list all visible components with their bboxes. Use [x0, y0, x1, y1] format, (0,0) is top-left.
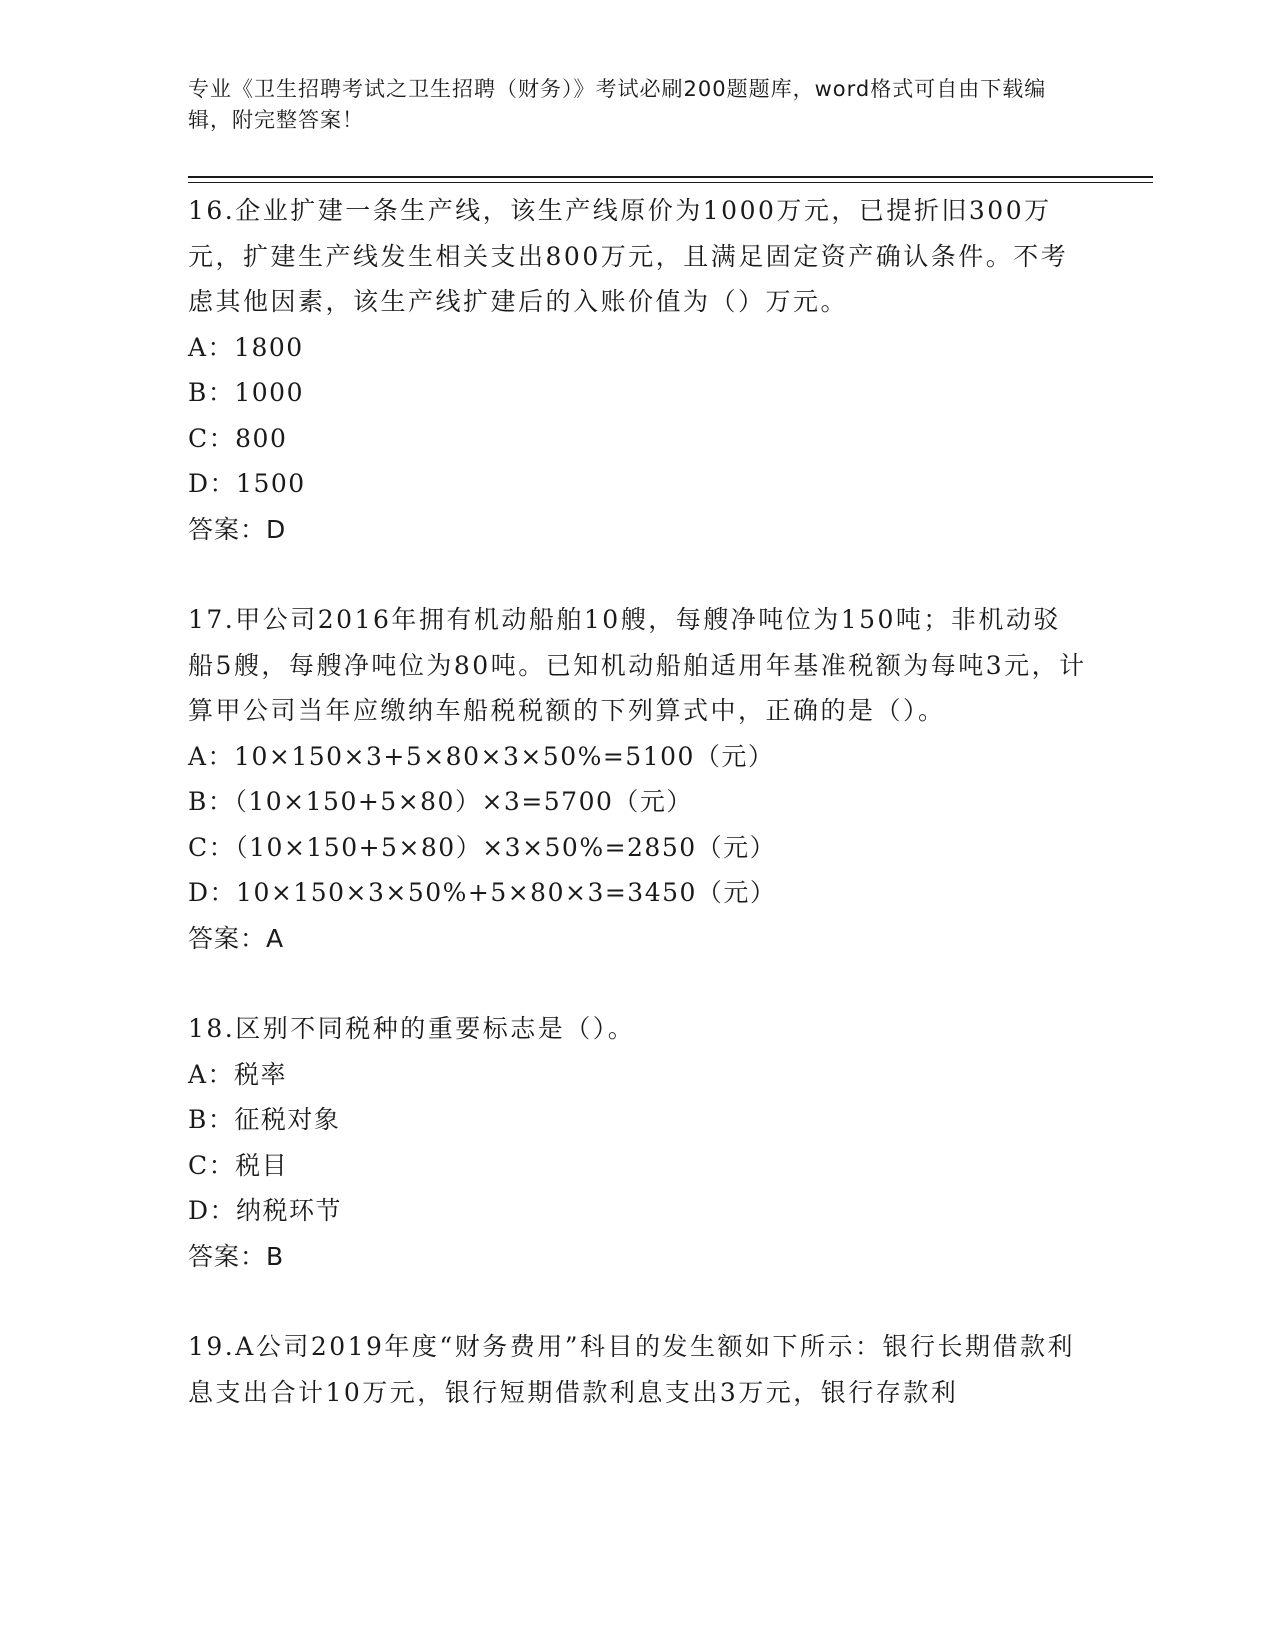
option-c: C：（10×150+5×80）×3×50%=2850（元） [188, 832, 777, 862]
question-16 [188, 188, 1088, 552]
option-b: B：1000 [188, 378, 304, 407]
option-a: A：1800 [188, 332, 304, 362]
option-a: A：税率 [188, 1059, 288, 1089]
question-19 [188, 1324, 1088, 1415]
answer-label: 答案：D [188, 514, 287, 544]
answer-label: 答案：B [188, 1241, 285, 1271]
question-stem: 18.区别不同税种的重要标志是（）。 [188, 1014, 636, 1043]
question-stem: 19.A公司2019年度“财务费用”科目的发生额如下所示：银行长期借款利息支出合计10万元，银行短期借款利息支出3万元，银行存款利 [188, 1332, 1075, 1407]
question-spacer [188, 552, 1088, 597]
question-17 [188, 597, 1088, 961]
header-divider-thick [188, 176, 1153, 178]
option-c: C：税目 [188, 1150, 289, 1180]
question-spacer [188, 961, 1088, 1006]
question-stem: 16.企业扩建一条生产线，该生产线原价为1000万元，已提折旧300万元，扩建生产线发生相关支出800万元，且满足固定资产确认条件。不考虑其他因素，该生产线扩建后的入账价值为（）万元。 [188, 196, 1069, 316]
question-stem: 17.甲公司2016年拥有机动船舶10艘，每艘净吨位为150吨；非机动驳船5艘，每艘净吨位为80吨。已知机动船舶适用年基准税额为每吨3元，计算甲公司当年应缴纳车船税税额的下列算式中，正确的是（）。 [188, 605, 1087, 725]
answer-label: 答案：A [188, 923, 285, 953]
option-d: D：1500 [188, 469, 306, 498]
option-d: D：10×150×3×50%+5×80×3=3450（元） [188, 878, 777, 907]
question-list [188, 188, 1088, 1415]
option-b: B：（10×150+5×80）×3=5700（元） [188, 787, 693, 816]
header-divider-thin [188, 182, 1153, 183]
option-a: A：10×150×3+5×80×3×50%=5100（元） [188, 741, 775, 771]
document-header: 专业《卫生招聘考试之卫生招聘（财务）》考试必刷200题题库，word格式可自由下载编辑，附完整答案！ [188, 77, 1047, 132]
question-18 [188, 1006, 1088, 1279]
option-b: B：征税对象 [188, 1105, 341, 1134]
option-c: C：800 [188, 423, 288, 453]
option-d: D：纳税环节 [188, 1196, 343, 1225]
question-spacer [188, 1279, 1088, 1324]
